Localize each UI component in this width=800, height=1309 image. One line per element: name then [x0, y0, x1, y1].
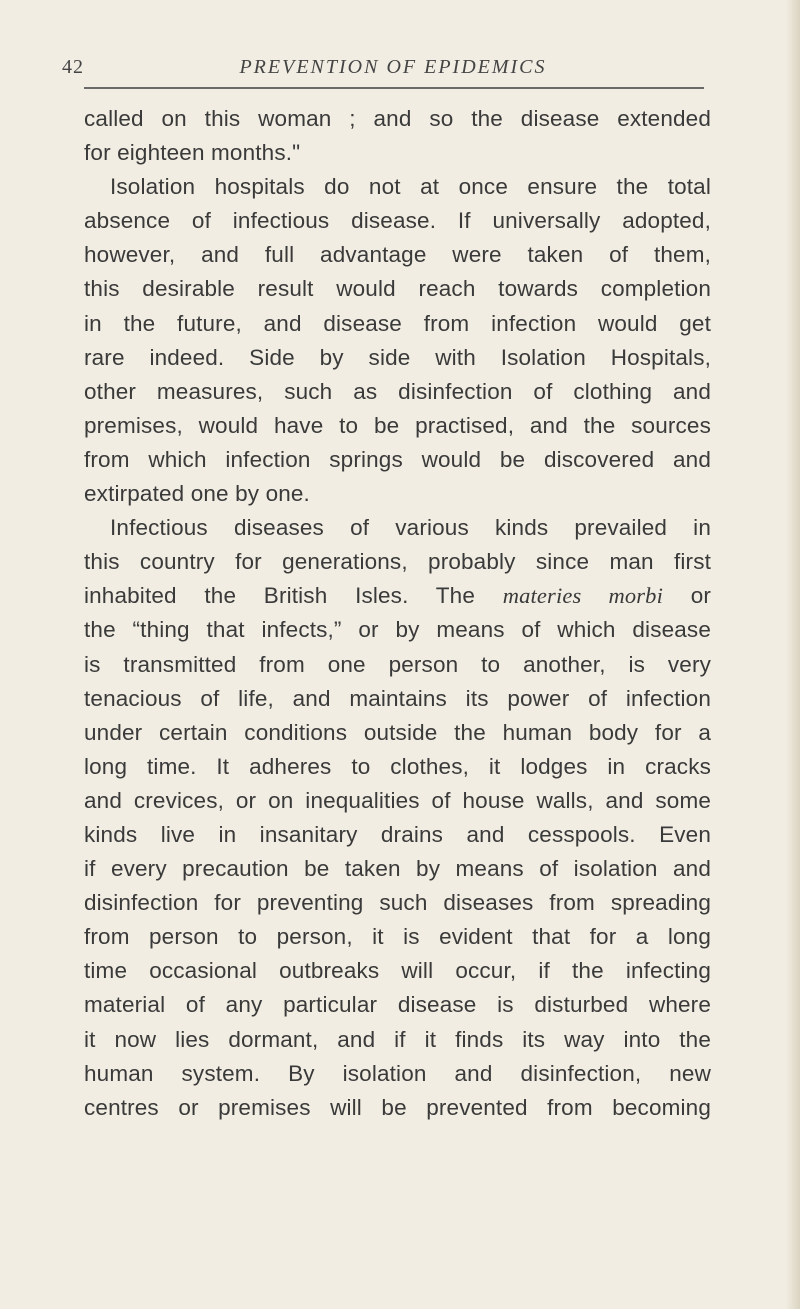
page-edge-shadow [786, 0, 800, 1309]
text-line: in the future, and disease from infection would get [84, 310, 711, 336]
text-line: extirpated one by one. [84, 481, 310, 507]
text-line: if every precaution be taken by means of isolation and [84, 856, 711, 882]
text-line: is transmitted from one person to another, is very [84, 651, 711, 677]
header-rule [84, 87, 704, 89]
text-line: Infectious diseases of various kinds prevailed in [110, 515, 711, 541]
text-line: however, and full advantage were taken of them, [84, 242, 711, 268]
text-line: disinfection for preventing such diseases from spreading [84, 890, 711, 916]
text-line: called on this woman ; and so the disease extended [84, 106, 711, 131]
text-line: the “thing that infects,” or by means of which disease [84, 617, 711, 643]
text-line: long time. It adheres to clothes, it lodges in cracks [84, 753, 711, 779]
text-line: centres or premises will be prevented from becoming [84, 1094, 711, 1120]
text-line-with-italic [84, 579, 711, 613]
text-line: rare indeed. Side by side with Isolation Hospitals, [84, 344, 711, 370]
text-line: premises, would have to be practised, and the sources [84, 412, 711, 438]
body-text [84, 102, 711, 1125]
text-line: this country for generations, probably since man first [84, 549, 711, 575]
text-segment: inhabited the British Isles. The [84, 583, 475, 609]
text-line: material of any particular disease is disturbed where [84, 992, 711, 1018]
text-line: from which infection springs would be discovered and [84, 446, 711, 472]
text-line: kinds live in insanitary drains and cesspools. Even [84, 821, 711, 847]
text-line: time occasional outbreaks will occur, if the infecting [84, 958, 711, 984]
page-header [62, 56, 704, 86]
text-line: and crevices, or on inequalities of house walls, and some [84, 787, 711, 813]
italic-term: materies morbi [502, 583, 663, 609]
page-number: 42 [62, 56, 84, 78]
text-line: for eighteen months." [84, 140, 301, 166]
text-line: this desirable result would reach towards completion [84, 276, 711, 302]
text-line: it now lies dormant, and if it finds its way into the [84, 1026, 711, 1052]
text-line: under certain conditions outside the human body for a [84, 719, 711, 745]
text-line: Isolation hospitals do not at once ensure the total [110, 174, 711, 200]
text-line: other measures, such as disinfection of clothing and [84, 378, 711, 404]
text-line: human system. By isolation and disinfection, new [84, 1060, 711, 1086]
text-line: absence of infectious disease. If universally adopted, [84, 208, 711, 234]
text-line: tenacious of life, and maintains its power of infection [84, 685, 711, 711]
text-segment: or [690, 583, 711, 609]
text-line: from person to person, it is evident that for a long [84, 924, 711, 950]
running-title: PREVENTION OF EPIDEMICS [239, 56, 547, 78]
